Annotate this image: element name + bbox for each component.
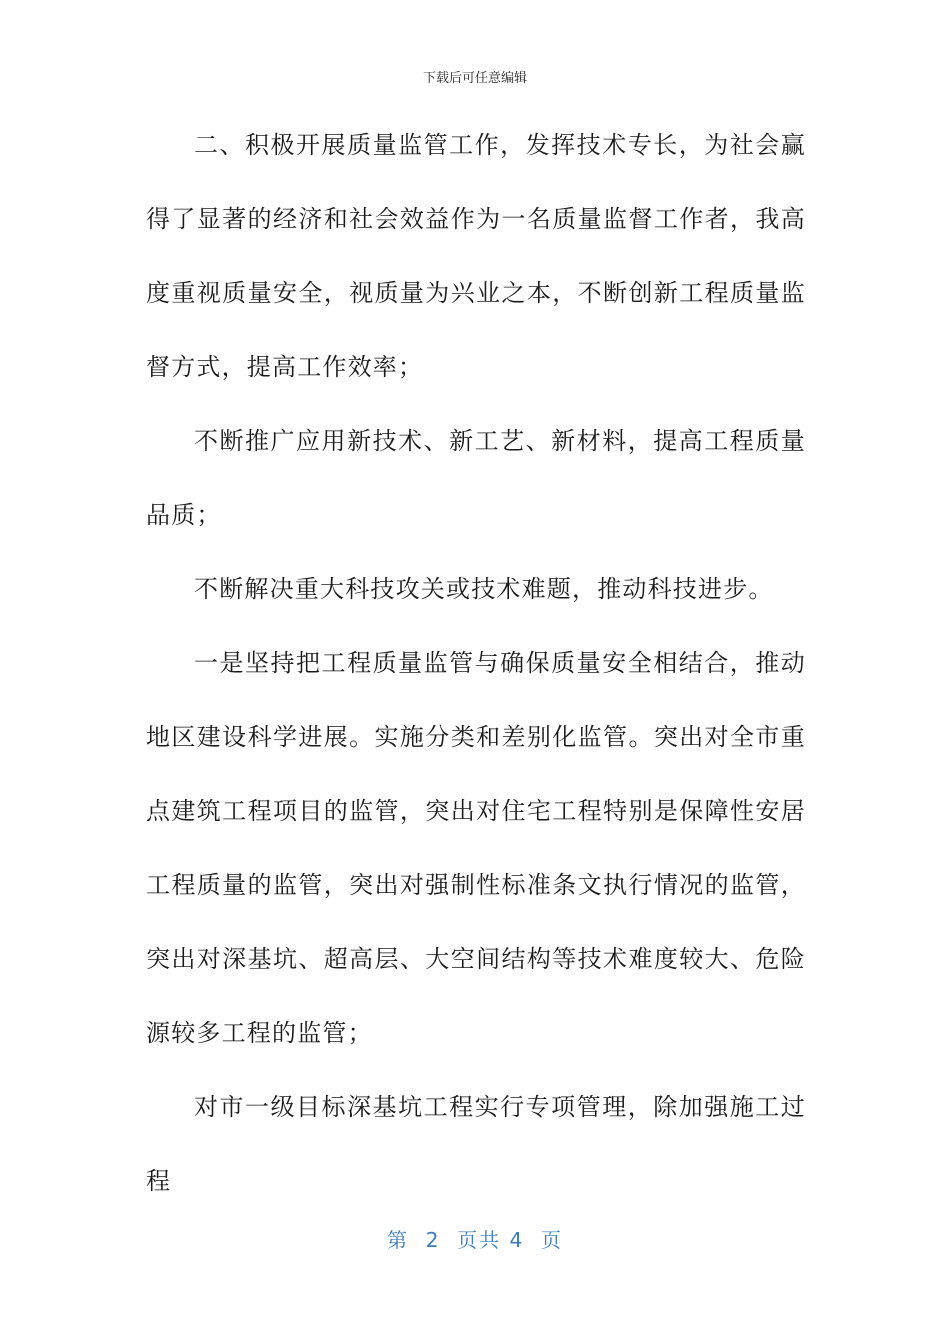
paragraph: 二、积极开展质量监管工作，发挥技术专长，为社会赢得了显著的经济和社会效益作为一名质量监督工作者，我高度重视质量安全，视质量为兴业之本，不断创新工程质量监督方式，提高工作效率； [146,131,806,381]
paragraph: 一是坚持把工程质量监管与确保质量安全相结合，推动地区建设科学进展。实施分类和差别化监管。突出对全市重点建筑工程项目的监管，突出对住宅工程特别是保障性安居工程质量的监管，突出对强制性标准条文执行情况的监管，突出对深基坑、超高层、大空间结构等技术难度较大、危险源较多工程的监管； [146,649,806,1047]
document-body [146,108,806,1218]
page-header-note: 下载后可任意编辑 [422,71,527,86]
page-number-footer: 第 2 页共 4 页 [387,1228,563,1252]
paragraph: 对市一级目标深基坑工程实行专项管理，除加强施工过程 [146,1093,806,1195]
paragraph: 不断推广应用新技术、新工艺、新材料，提高工程质量品质； [146,427,806,529]
paragraph: 不断解决重大科技攻关或技术难题，推动科技进步。 [194,575,774,603]
